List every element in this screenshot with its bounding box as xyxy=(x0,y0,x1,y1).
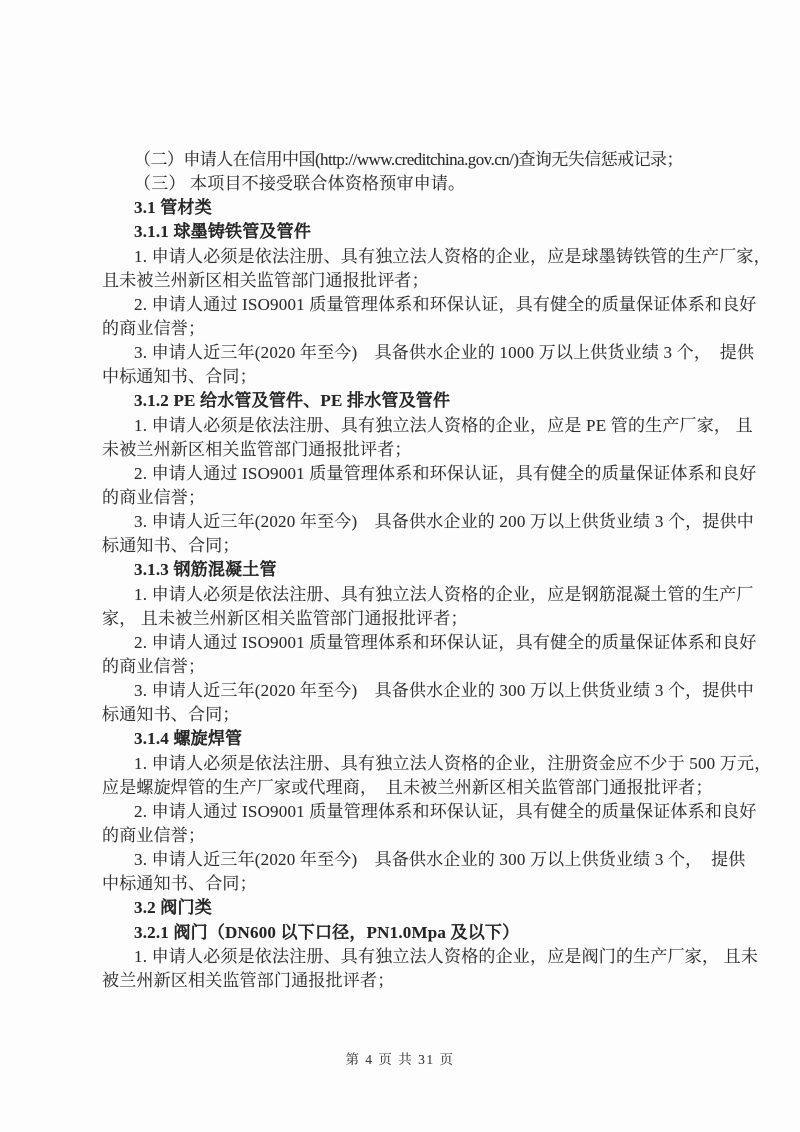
paragraph-line: 1. 申请人必须是依法注册、具有独立法人资格的企业，注册资金应不少于 500 万元， xyxy=(134,753,772,773)
paragraph-line: 1. 申请人必须是依法注册、具有独立法人资格的企业，应是球墨铸铁管的生产厂家， xyxy=(134,246,771,266)
paragraph-line: 1. 申请人必须是依法注册、具有独立法人资格的企业，应是阀门的生产厂家， 且未 xyxy=(134,946,759,966)
paragraph-line: 1. 申请人必须是依法注册、具有独立法人资格的企业，应是 PE 管的生产厂家， 且 xyxy=(134,415,753,435)
paragraph-line: 中标通知书、合同； xyxy=(102,367,257,387)
page-footer xyxy=(0,1048,800,1068)
paragraph-line: 标通知书、合同； xyxy=(102,536,240,556)
section-heading: 3.1.4 螺旋焊管 xyxy=(134,729,243,749)
section-heading: 3.2.1 阀门（DN600 以下口径，PN1.0Mpa 及以下） xyxy=(134,922,520,942)
paragraph-line: 1. 申请人必须是依法注册、具有独立法人资格的企业，应是钢筋混凝土管的生产厂 xyxy=(134,584,754,604)
paragraph-line: 3. 申请人近三年(2020 年至今) 具备供水企业的 200 万以上供货业绩 3 个，提供中 xyxy=(134,512,754,532)
paragraph-line: 2. 申请人通过 ISO9001 质量管理体系和环保认证，具有健全的质量保证体系和良好 xyxy=(134,632,757,652)
section-heading: 3.1.3 钢筋混凝土管 xyxy=(134,560,277,580)
section-heading: 3.1.1 球墨铸铁管及管件 xyxy=(134,222,312,242)
paragraph-line: 中标通知书、合同； xyxy=(102,874,257,894)
paragraph-line: 应是螺旋焊管的生产厂家或代理商， 且未被兰州新区相关监管部门通报批评者； xyxy=(102,777,713,797)
paragraph-line: 3. 申请人近三年(2020 年至今) 具备供水企业的 300 万以上供货业绩 3 个，提供中 xyxy=(134,681,754,701)
section-heading: 3.1 管材类 xyxy=(134,198,212,218)
paragraph-line: 被兰州新区相关监管部门通报批评者； xyxy=(102,970,395,990)
paragraph-line: 的商业信誉； xyxy=(102,656,206,676)
paragraph-line: 且未被兰州新区相关监管部门通报批评者； xyxy=(102,270,429,290)
paragraph-line: 2. 申请人通过 ISO9001 质量管理体系和环保认证，具有健全的质量保证体系和良好 xyxy=(134,294,757,314)
paragraph-line: 3. 申请人近三年(2020 年至今) 具备供水企业的 300 万以上供货业绩 3 个， 提供 xyxy=(134,850,746,870)
paragraph-line: 未被兰州新区相关监管部门通报批评者； xyxy=(102,439,412,459)
page-number-label: 第 4 页 共 31 页 xyxy=(345,1052,455,1067)
paragraph-line: 家， 且未被兰州新区相关监管部门通报批评者； xyxy=(102,608,468,628)
paragraph-line: （三） 本项目不接受联合体资格预审申请。 xyxy=(134,174,466,194)
paragraph-line: 2. 申请人通过 ISO9001 质量管理体系和环保认证，具有健全的质量保证体系和良好 xyxy=(134,801,757,821)
paragraph-line: 2. 申请人通过 ISO9001 质量管理体系和环保认证，具有健全的质量保证体系和良好 xyxy=(134,463,757,483)
paragraph-line: 的商业信誉； xyxy=(102,825,206,845)
section-heading: 3.1.2 PE 给水管及管件、PE 排水管及管件 xyxy=(134,391,451,411)
paragraph-line: （二）申请人在信用中国(http://www.creditchina.gov.cn/)查询无失信惩戒记录； xyxy=(134,150,683,169)
paragraph-line: 标通知书、合同； xyxy=(102,705,240,725)
paragraph-line: 的商业信誉； xyxy=(102,487,206,507)
paragraph-line: 的商业信誉； xyxy=(102,318,206,338)
section-heading: 3.2 阀门类 xyxy=(134,898,212,918)
document-body xyxy=(102,148,772,993)
paragraph-line: 3. 申请人近三年(2020 年至今) 具备供水企业的 1000 万以上供货业绩 3 个， 提供 xyxy=(134,343,755,363)
